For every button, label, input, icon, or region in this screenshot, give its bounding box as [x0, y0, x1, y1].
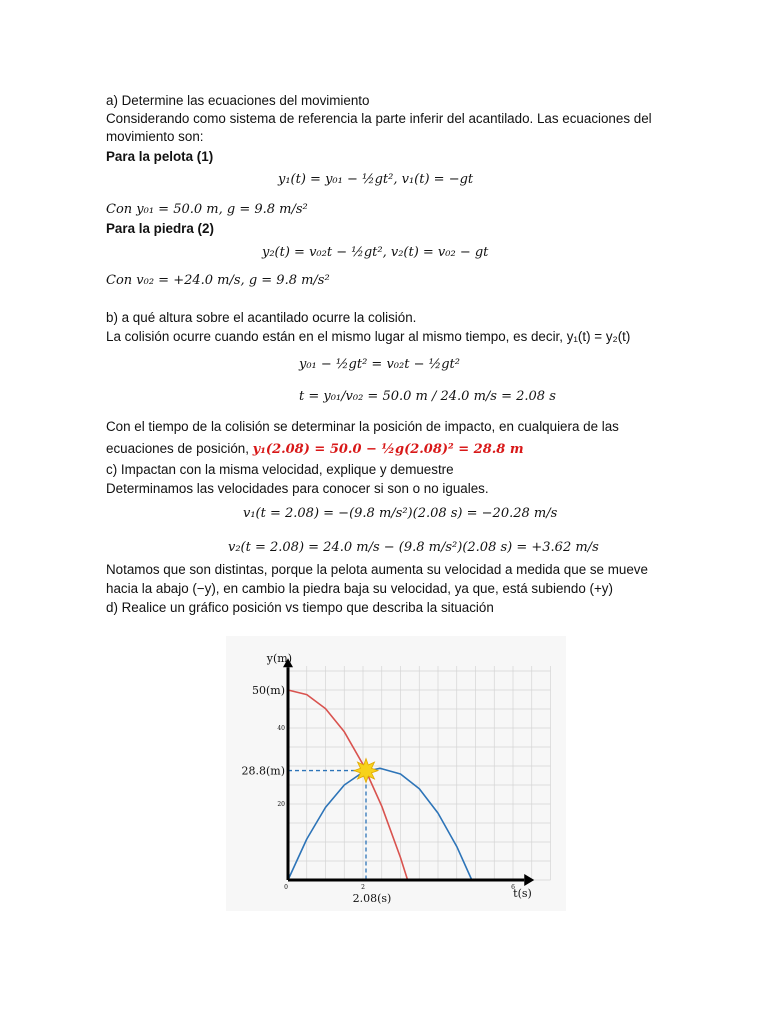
y-mark-50-label: 50(m)	[251, 684, 285, 697]
collision-time-equation: t = y₀₁/v₀₂ = 50.0 m / 24.0 m/s = 2.08 s	[299, 389, 556, 404]
ball-equation: y₁(t) = y₀₁ − ½gt², v₁(t) = −gt	[278, 172, 474, 187]
x-tick-label: 0	[284, 884, 288, 891]
y-mark-collision-label: 28.8(m)	[241, 764, 285, 778]
section-b-text-3: ecuaciones de posición,	[106, 441, 249, 456]
x-axis-label: t(s)	[513, 887, 532, 900]
ball-label: Para la pelota (1)	[106, 149, 214, 164]
y-tick-label: 40	[277, 725, 285, 732]
section-b-text-3-row	[106, 440, 524, 458]
section-c-text-2: Notamos que son distintas, porque la pelota aumenta su velocidad a medida que se mueve	[106, 562, 648, 577]
stone-constants: Con v₀₂ = +24.0 m/s, g = 9.8 m/s²	[106, 273, 330, 288]
collision-condition-equation: y₀₁ − ½gt² = v₀₂t − ½gt²	[299, 357, 460, 372]
collision-burst-icon	[354, 759, 378, 783]
x-tick-label: 2	[361, 884, 365, 891]
section-a-intro-2: movimiento son:	[106, 129, 204, 144]
section-b-heading: b) a qué altura sobre el acantilado ocurre la colisión.	[106, 310, 417, 325]
chart-svg	[226, 636, 566, 911]
section-c-heading: c) Impactan con la misma velocidad, explique y demuestre	[106, 462, 454, 477]
section-b-text-1: La colisión ocurre cuando están en el mismo lugar al mismo tiempo, es decir, y₁(t) = y₂(t)	[106, 329, 631, 344]
y-tick-label: 20	[277, 801, 285, 808]
ball-constants: Con y₀₁ = 50.0 m, g = 9.8 m/s²	[106, 202, 308, 217]
section-a-intro-1: Considerando como sistema de referencia la parte inferir del acantilado. Las ecuaciones del	[106, 111, 652, 126]
section-c-text-1: Determinamos las velocidades para conocer si son o no iguales.	[106, 481, 489, 496]
x-tick-label: 6	[511, 884, 515, 891]
stone-velocity-equation: v₂(t = 2.08) = 24.0 m/s − (9.8 m/s²)(2.08 s) = +3.62 m/s	[228, 540, 599, 555]
section-c-text-3: hacia la abajo (−y), en cambio la piedra baja su velocidad, ya que, está subiendo (+y)	[106, 581, 613, 596]
x-mark-collision-label: 2.08(s)	[352, 892, 392, 905]
position-time-chart	[226, 636, 566, 911]
section-b-text-2: Con el tiempo de la colisión se determinar la posición de impacto, en cualquiera de las	[106, 419, 619, 434]
section-d-heading: d) Realice un gráfico posición vs tiempo que describa la situación	[106, 600, 494, 615]
stone-equation: y₂(t) = v₀₂t − ½gt², v₂(t) = v₀₂ − gt	[262, 245, 489, 260]
section-a-heading: a) Determine las ecuaciones del movimiento	[106, 93, 370, 108]
collision-height-result: y₁(2.08) = 50.0 − ½g(2.08)² = 28.8 m	[252, 442, 524, 457]
ball-velocity-equation: v₁(t = 2.08) = −(9.8 m/s²)(2.08 s) = −20.28 m/s	[243, 506, 558, 521]
y-axis-label: y(m)	[266, 652, 292, 665]
stone-label: Para la piedra (2)	[106, 221, 214, 236]
